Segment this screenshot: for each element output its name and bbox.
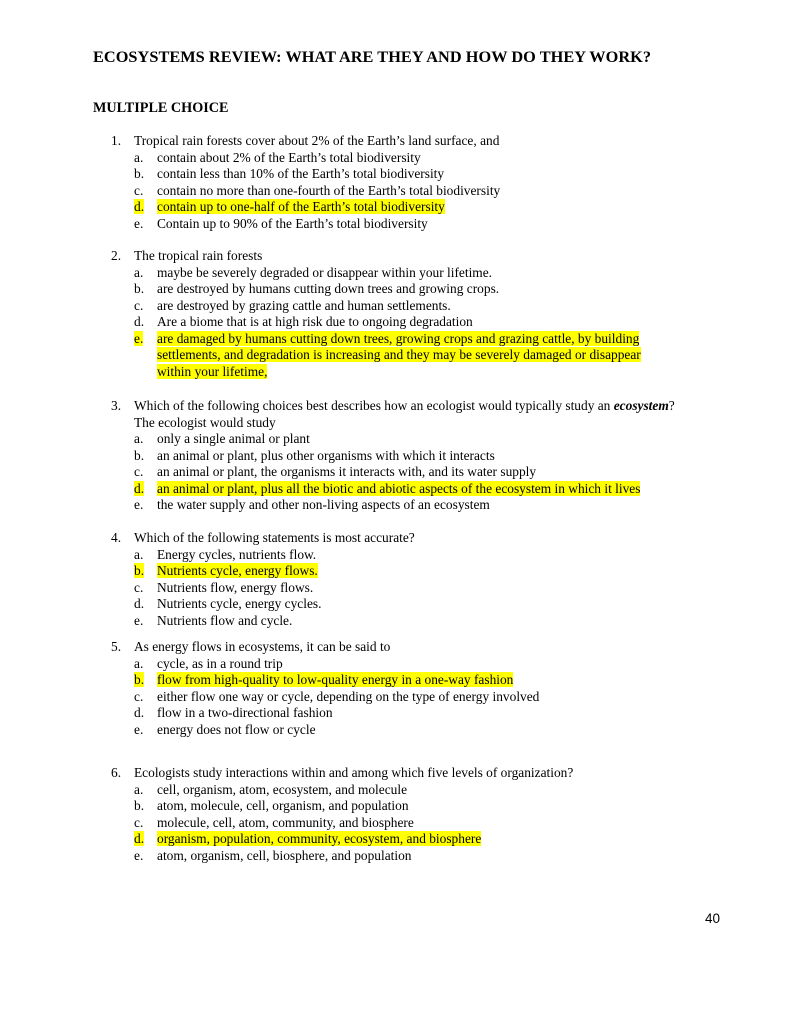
option-letter (134, 281, 144, 298)
option-letter (134, 596, 144, 613)
option-letter (134, 705, 144, 722)
option-text-line (157, 815, 414, 832)
option-letter (134, 547, 143, 564)
option-letter-text: d. (134, 480, 145, 496)
option-letter (134, 831, 144, 848)
document-title: ECOSYSTEMS REVIEW: WHAT ARE THEY AND HOW DO THEY WORK? (93, 47, 652, 66)
option-letter (134, 298, 143, 315)
option-letter-text: c. (134, 297, 144, 313)
option-text: contain no more than one-fourth of the Earth’s total biodiversity (157, 182, 501, 198)
option-text-line (157, 331, 639, 348)
question-stem-text: Which of the following statements is most accurate? (134, 530, 415, 545)
option-text-line (157, 150, 421, 167)
option-letter-text: e. (134, 612, 144, 628)
option-text: energy does not flow or cycle (157, 721, 316, 737)
option-letter (134, 431, 143, 448)
option-text: flow from high-quality to low-quality energy in a one-way fashion (157, 672, 514, 687)
option-text-line (157, 613, 292, 630)
option-text-line (157, 431, 310, 448)
option-text-line (157, 166, 444, 183)
option-text-line (157, 216, 428, 233)
option-letter-text: e. (134, 721, 144, 737)
option-text-line (157, 798, 409, 815)
option-letter-text: b. (134, 447, 145, 463)
option-letter (134, 183, 143, 200)
option-letter-text: e. (134, 847, 144, 863)
option-text-line (157, 183, 500, 200)
option-letter-text: c. (134, 688, 144, 704)
option-letter (134, 216, 143, 233)
option-letter (134, 265, 143, 282)
question-stem-emphasis: ecosystem (613, 398, 669, 413)
option-letter (134, 672, 144, 689)
option-text-line (157, 656, 283, 673)
option-letter (134, 497, 143, 514)
option-letter (134, 613, 143, 630)
option-letter-text: d. (134, 596, 145, 611)
option-letter-text: a. (134, 431, 144, 446)
option-letter-text: e. (134, 497, 144, 512)
option-text-line (157, 782, 407, 799)
option-text: either flow one way or cycle, depending on the type of energy involved (157, 688, 540, 704)
option-letter (134, 331, 143, 348)
option-text: contain less than 10% of the Earth’s total biodiversity (157, 166, 445, 181)
option-text-line (157, 547, 316, 564)
option-letter (134, 166, 144, 183)
option-letter-text: c. (134, 182, 144, 198)
option-text: organism, population, community, ecosystem, and biosphere (157, 831, 482, 846)
option-letter (134, 199, 144, 216)
option-text: an animal or plant, the organisms it interacts with, and its water supply (157, 464, 537, 479)
option-letter (134, 563, 144, 580)
option-text-line (157, 448, 495, 465)
question-stem-text: Which of the following choices best describes how an ecologist would typically study an (134, 398, 614, 413)
option-text: flow in a two-directional fashion (157, 705, 333, 720)
option-text: an animal or plant, plus other organisms with which it interacts (157, 447, 495, 463)
question-stem-suffix: ? (668, 398, 675, 413)
option-text-line (157, 722, 316, 739)
option-letter-text: d. (134, 831, 145, 846)
option-letter (134, 448, 144, 465)
option-letter-text: d. (134, 314, 145, 329)
option-letter-text: d. (134, 199, 145, 214)
option-text-line (157, 464, 536, 481)
question-number: 3. (111, 398, 122, 413)
option-letter (134, 481, 144, 498)
option-letter (134, 656, 143, 673)
option-text-line (157, 831, 481, 848)
option-letter-text: b. (134, 672, 145, 687)
option-text: an animal or plant, plus all the biotic and abiotic aspects of the ecosystem in which it lives (157, 480, 641, 496)
option-letter-text: e. (134, 330, 144, 346)
option-text: Energy cycles, nutrients flow. (157, 546, 317, 562)
option-text: Nutrients cycle, energy cycles. (157, 596, 322, 611)
question-number: 6. (111, 765, 122, 780)
option-letter (134, 815, 143, 832)
option-text-line (157, 347, 641, 364)
option-text: are damaged by humans cutting down trees, growing crops and grazing cattle, by building (157, 330, 640, 346)
question-stem (134, 415, 276, 432)
question-stem (134, 248, 262, 265)
option-text: contain up to one-half of the Earth’s total biodiversity (157, 199, 445, 214)
option-letter-text: c. (134, 464, 144, 479)
option-letter-text: a. (134, 781, 144, 797)
option-text-line (157, 281, 499, 298)
question-number: 1. (111, 133, 122, 148)
page-number: 40 (705, 911, 721, 926)
option-text-line (157, 298, 451, 315)
option-text-line (157, 199, 445, 216)
option-letter-text: a. (134, 546, 144, 562)
option-text-line (157, 497, 490, 514)
question-stem-text: The ecologist would study (134, 414, 276, 430)
option-text-line (157, 364, 267, 381)
question-stem (134, 530, 415, 547)
option-text: Nutrients flow, energy flows. (157, 579, 314, 595)
option-text: only a single animal or plant (157, 431, 310, 446)
option-text-line (157, 580, 313, 597)
option-letter (134, 689, 143, 706)
option-text-line (157, 672, 513, 689)
option-text: settlements, and degradation is increasing and they may be severely damaged or disappear (157, 347, 641, 362)
question-stem (134, 133, 499, 150)
question-stem (134, 765, 573, 782)
option-text-line (157, 563, 318, 580)
option-letter (134, 848, 143, 865)
option-text: Nutrients flow and cycle. (157, 612, 293, 628)
option-letter-text: a. (134, 264, 144, 280)
option-text-line (157, 689, 539, 706)
option-text: cell, organism, atom, ecosystem, and molecule (157, 781, 408, 797)
option-letter (134, 314, 144, 331)
option-letter-text: a. (134, 149, 144, 165)
option-text: are destroyed by humans cutting down trees and growing crops. (157, 281, 500, 296)
option-text-line (157, 481, 640, 498)
option-text: atom, molecule, cell, organism, and population (157, 798, 409, 813)
option-text: are destroyed by grazing cattle and human settlements. (157, 297, 451, 313)
option-text-line (157, 705, 333, 722)
option-text: within your lifetime, (157, 363, 268, 379)
question-stem (134, 398, 675, 415)
option-text-line (157, 265, 492, 282)
option-text-line (157, 596, 321, 613)
question-stem-text: Ecologists study interactions within and among which five levels of organization? (134, 765, 574, 780)
option-text: atom, organism, cell, biosphere, and population (157, 847, 412, 863)
option-letter-text: b. (134, 798, 145, 813)
option-letter-text: d. (134, 705, 145, 720)
option-letter-text: c. (134, 579, 144, 595)
option-text-line (157, 848, 412, 865)
option-letter (134, 580, 143, 597)
option-text: cycle, as in a round trip (157, 655, 283, 671)
option-text: Nutrients cycle, energy flows. (157, 563, 318, 578)
option-letter (134, 150, 143, 167)
option-letter-text: c. (134, 814, 144, 830)
option-letter (134, 464, 143, 481)
question-stem-text: As energy flows in ecosystems, it can be said to (134, 639, 391, 654)
section-heading: MULTIPLE CHOICE (93, 100, 229, 116)
option-letter (134, 782, 143, 799)
option-text: molecule, cell, atom, community, and biosphere (157, 814, 414, 830)
option-letter-text: b. (134, 281, 145, 296)
option-text: Are a biome that is at high risk due to ongoing degradation (157, 314, 473, 329)
question-stem-text: Tropical rain forests cover about 2% of the Earth’s land surface, and (134, 133, 500, 148)
option-letter (134, 722, 143, 739)
question-number: 4. (111, 530, 122, 545)
question-stem (134, 639, 390, 656)
option-letter-text: b. (134, 563, 145, 578)
option-text: maybe be severely degraded or disappear within your lifetime. (157, 264, 493, 280)
option-letter (134, 798, 144, 815)
option-letter-text: a. (134, 655, 144, 671)
option-letter-text: e. (134, 215, 144, 231)
question-number: 2. (111, 248, 122, 263)
option-text: contain about 2% of the Earth’s total biodiversity (157, 149, 421, 165)
option-text: the water supply and other non-living aspects of an ecosystem (157, 497, 490, 512)
option-letter-text: b. (134, 166, 145, 181)
option-text-line (157, 314, 473, 331)
question-stem-text: The tropical rain forests (134, 248, 263, 263)
question-number: 5. (111, 639, 122, 654)
option-text: Contain up to 90% of the Earth’s total biodiversity (157, 215, 428, 231)
